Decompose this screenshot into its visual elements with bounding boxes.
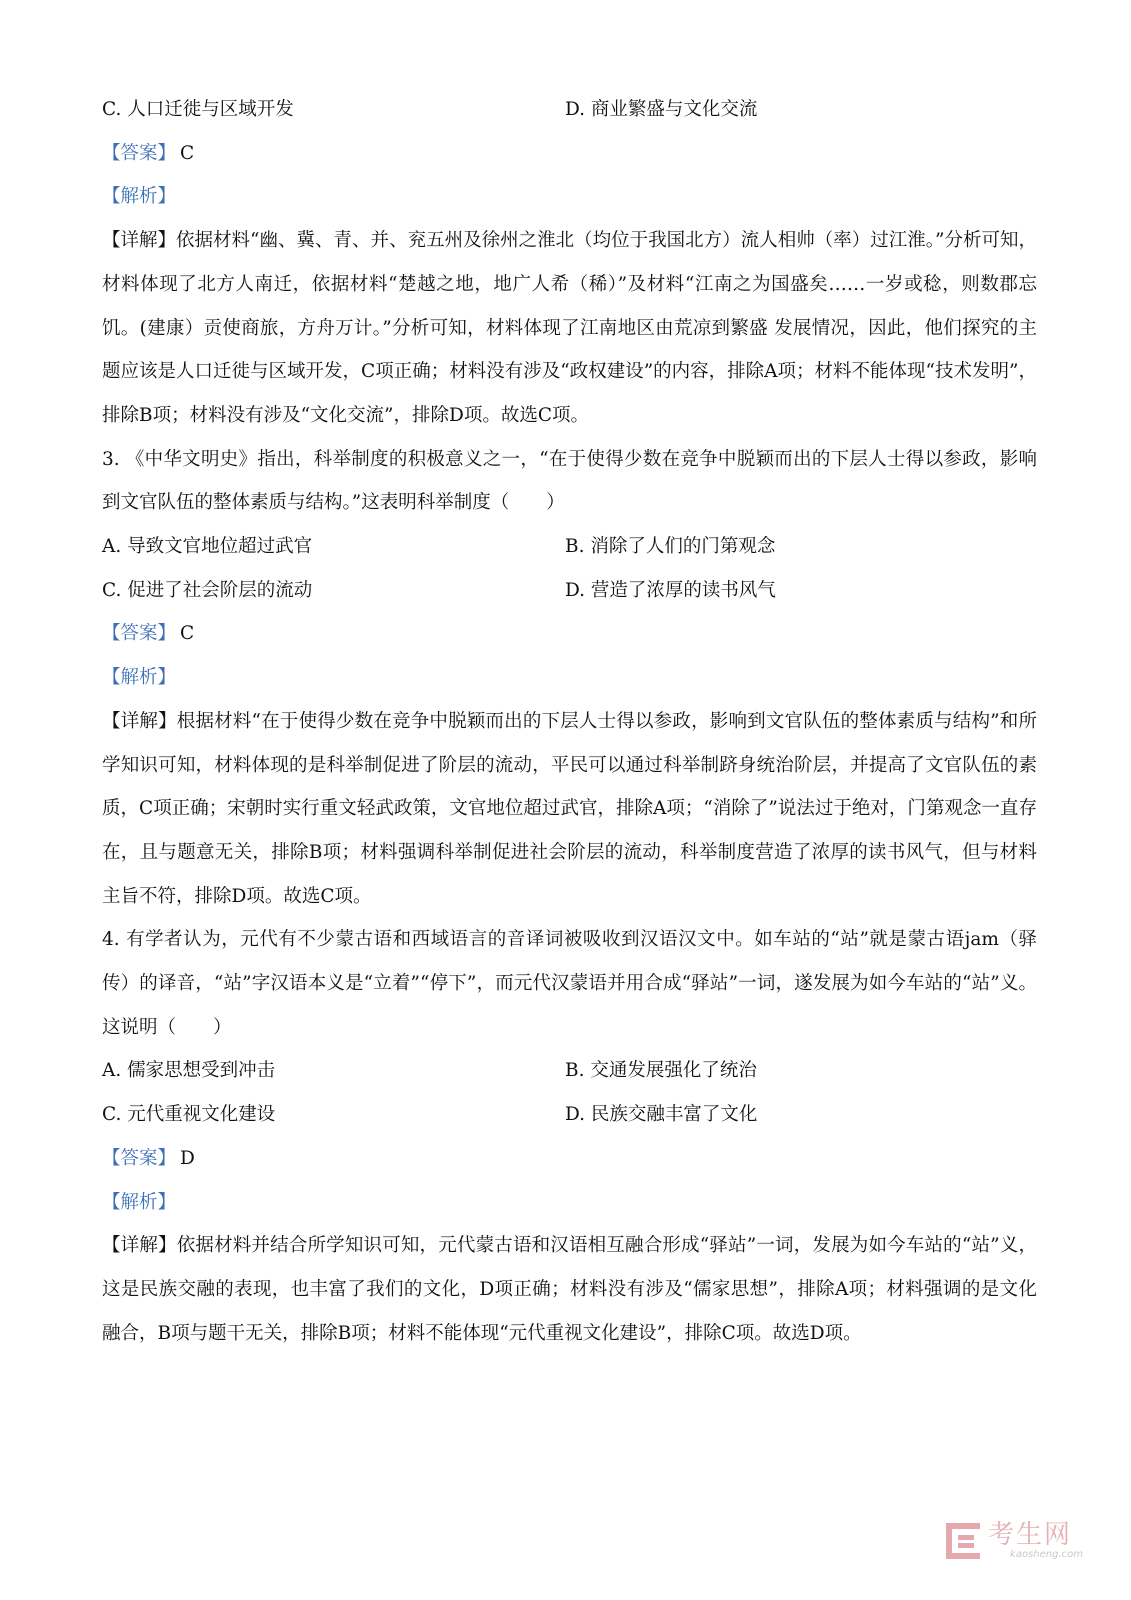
- document-page: [102, 88, 1037, 1355]
- answer-value: C: [180, 142, 195, 164]
- answer-label: 【答案】: [102, 623, 177, 645]
- q3-stem: 3. 《中华文明史》指出，科举制度的积极意义之一，“在于使得少数在竞争中脱颖而出的下层人士得以参政，影响到文官队伍的整体素质与结构。”这表明科举制度（ ）: [102, 448, 1037, 514]
- q2-option-c: C. 人口迁徙与区域开发: [102, 99, 294, 120]
- answer-value: C: [180, 623, 195, 645]
- watermark-text: [988, 1521, 1083, 1560]
- q3-analysis-label: 【解析】: [102, 667, 177, 689]
- q4-option-a: A. 儒家思想受到冲击: [102, 1060, 276, 1082]
- logo-icon: [946, 1523, 980, 1559]
- watermark-url: kaosheng.com: [1010, 1549, 1083, 1560]
- q3-options-row-2: [102, 569, 1037, 613]
- q4-analysis-label: 【解析】: [102, 1191, 177, 1213]
- q4-detail: [102, 1224, 1037, 1355]
- detail-label: 【详解】: [102, 1235, 177, 1257]
- answer-label: 【答案】: [102, 1147, 177, 1169]
- q3-option-a: A. 导致文官地位超过武官: [102, 536, 313, 558]
- answer-value: D: [180, 1147, 195, 1169]
- detail-text: 根据材料“在于使得少数在竞争中脱颖而出的下层人士得以参政，影响到文官队伍的整体素质与结构”和所学知识可知，材料体现的是科举制促进了阶层的流动，平民可以通过科举制跻身统治阶层，并提高了文官队伍的素质，C项正确；宋朝时实行重文轻武政策，文官地位超过武官，排除A项；“消除了”说法过于绝对，门第观念一直存在，且与题意无关，排除B项；材料强调科举制促进社会阶层的流动，科举制度营造了浓厚的读书风气，但与材料主旨不符，排除D项。故选C项。: [102, 710, 1037, 907]
- detail-text: 依据材料“幽、冀、青、并、兖五州及徐州之淮北（均位于我国北方）流人相帅（率）过江淮。”分析可知，材料体现了北方人南迁，依据材料“楚越之地，地广人希（稀）”及材料“江南之为国盛矣……一岁或稔，则数郡忘饥。(建康）贡使商旅，方舟万计。”分析可知，材料体现了江南地区由荒凉到繁盛 发展情况，因此，他们探究的主题应该是人口迁徙与区域开发，C项正确；材料没有涉及“政权建设”的内容，排除A项；材料不能体现“技术发明”，排除B项；材料没有涉及“文化交流”，排除D项。故选C项。: [102, 230, 1037, 426]
- q2-answer: [102, 132, 1037, 176]
- detail-text: 依据材料并结合所学知识可知，元代蒙古语和汉语相互融合形成“驿站”一词，发展为如今车站的“站”义，这是民族交融的表现，也丰富了我们的文化，D项正确；材料没有涉及“儒家思想”，排除A项；材料强调的是文化融合，B项与题干无关，排除B项；材料不能体现“元代重视文化建设”，排除C项。故选D项。: [102, 1235, 1037, 1344]
- detail-label: 【详解】: [102, 710, 177, 732]
- q2-analysis-label: 【解析】: [102, 186, 177, 208]
- q4-option-b: B. 交通发展强化了统治: [565, 1060, 757, 1082]
- q4-option-d: D. 民族交融丰富了文化: [565, 1104, 758, 1126]
- q3-option-d: D. 营造了浓厚的读书风气: [565, 579, 776, 601]
- q3-answer: [102, 612, 1037, 656]
- watermark-name: 考生网: [988, 1520, 1073, 1550]
- q2-option-d: D. 商业繁盛与文化交流: [565, 99, 758, 120]
- q4-option-c: C. 元代重视文化建设: [102, 1104, 276, 1126]
- detail-label: 【详解】: [102, 230, 177, 252]
- q4-options-row-1: [102, 1049, 1037, 1093]
- watermark: [946, 1521, 1083, 1560]
- q3-option-c: C. 促进了社会阶层的流动: [102, 579, 313, 601]
- q3-options-row-1: [102, 525, 1037, 569]
- q2-options-row: [102, 88, 1037, 132]
- q4-options-row-2: [102, 1093, 1037, 1137]
- q4-answer: [102, 1137, 1037, 1181]
- answer-label: 【答案】: [102, 142, 177, 164]
- q3-detail: [102, 700, 1037, 919]
- q3-option-b: B. 消除了人们的门第观念: [565, 536, 776, 558]
- q2-detail: [102, 219, 1037, 438]
- q4-stem: 4. 有学者认为，元代有不少蒙古语和西域语言的音译词被吸收到汉语汉文中。如车站的“站”就是蒙古语jam（驿传）的译音，“站”字汉语本义是“立着”“停下”，而元代汉蒙语并用合成“驿站”一词，遂发展为如今车站的“站”义。这说明（ ）: [102, 929, 1037, 1038]
